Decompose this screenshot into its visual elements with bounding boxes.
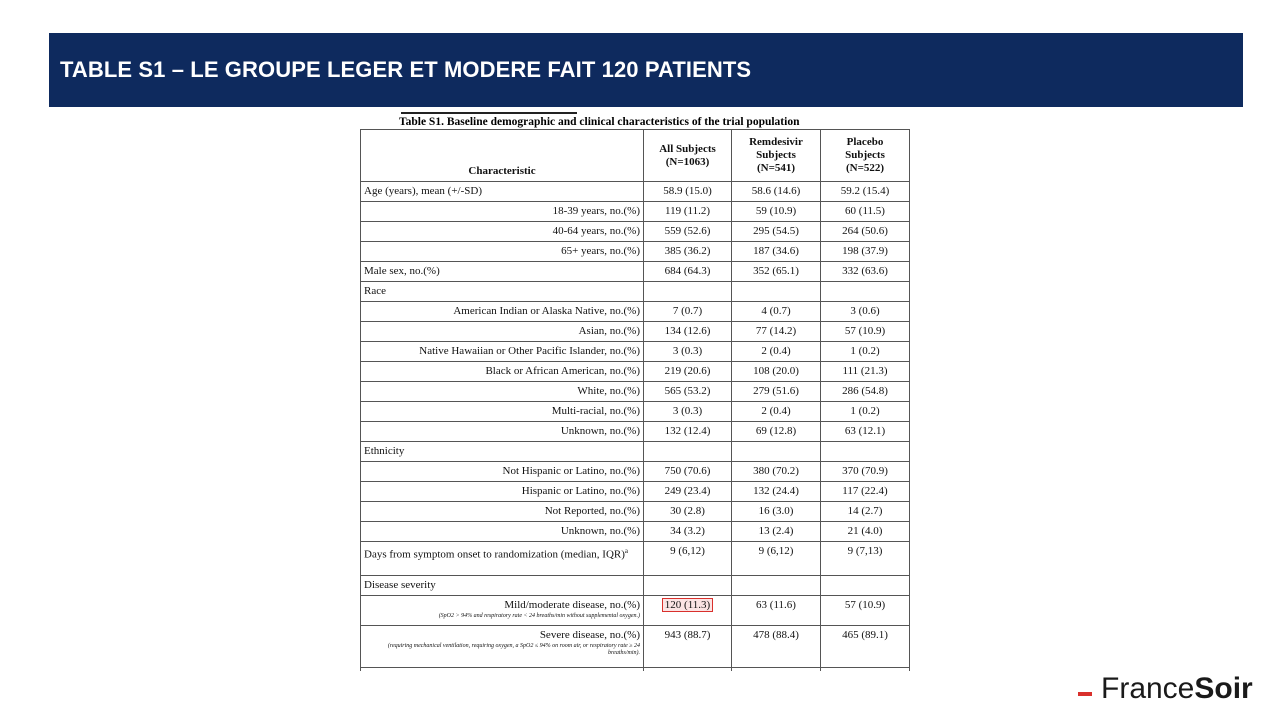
cell-remdesivir: 352 (65.1) bbox=[732, 262, 821, 282]
header-rem-line3: (N=541) bbox=[756, 162, 796, 174]
cell-remdesivir: 132 (24.4) bbox=[732, 482, 821, 502]
cell-empty bbox=[361, 668, 644, 672]
table-row bbox=[361, 422, 910, 442]
cell-all: 943 (88.7) bbox=[644, 626, 732, 668]
cell-placebo: 21 (4.0) bbox=[821, 522, 910, 542]
cell-placebo: 465 (89.1) bbox=[821, 626, 910, 668]
cell-remdesivir: 2 (0.4) bbox=[732, 342, 821, 362]
cell-remdesivir: 13 (2.4) bbox=[732, 522, 821, 542]
row-label: Age (years), mean (+/-SD) bbox=[361, 182, 644, 202]
table-row bbox=[361, 322, 910, 342]
cell-empty bbox=[644, 442, 732, 462]
row-label: Multi-racial, no.(%) bbox=[361, 402, 644, 422]
table-row bbox=[361, 522, 910, 542]
table-row bbox=[361, 502, 910, 522]
table-cutoff-row bbox=[361, 668, 910, 672]
cell-remdesivir: 380 (70.2) bbox=[732, 462, 821, 482]
cell-empty bbox=[821, 576, 910, 596]
row-note: (SpO2 > 94% and respiratory rate < 24 breaths/min without supplemental oxygen.) bbox=[438, 613, 640, 619]
table-row bbox=[361, 182, 910, 202]
row-label: 40-64 years, no.(%) bbox=[361, 222, 644, 242]
cell-empty bbox=[732, 576, 821, 596]
cell-all: 559 (52.6) bbox=[644, 222, 732, 242]
row-label: Native Hawaiian or Other Pacific Islander, no.(%) bbox=[361, 342, 644, 362]
cell-placebo: 111 (21.3) bbox=[821, 362, 910, 382]
row-label: Not Hispanic or Latino, no.(%) bbox=[361, 462, 644, 482]
cell-placebo: 57 (10.9) bbox=[821, 596, 910, 626]
cell-all: 385 (36.2) bbox=[644, 242, 732, 262]
header-rem-line2: Subjects bbox=[756, 149, 796, 161]
section-row-race bbox=[361, 282, 910, 302]
cell-all: 249 (23.4) bbox=[644, 482, 732, 502]
cell-remdesivir: 2 (0.4) bbox=[732, 402, 821, 422]
row-label: Hispanic or Latino, no.(%) bbox=[361, 482, 644, 502]
table-row bbox=[361, 202, 910, 222]
slide-title: TABLE S1 – LE GROUPE LEGER ET MODERE FAIT 120 PATIENTS bbox=[60, 57, 752, 82]
header-pla-line3: (N=522) bbox=[845, 162, 885, 174]
cell-placebo: 57 (10.9) bbox=[821, 322, 910, 342]
table-row-mild-moderate bbox=[361, 596, 910, 626]
cell-placebo: 264 (50.6) bbox=[821, 222, 910, 242]
cell-remdesivir: 4 (0.7) bbox=[732, 302, 821, 322]
cell-placebo: 286 (54.8) bbox=[821, 382, 910, 402]
cell-empty bbox=[644, 668, 732, 672]
cell-placebo: 332 (63.6) bbox=[821, 262, 910, 282]
cell-placebo: 60 (11.5) bbox=[821, 202, 910, 222]
header-remdesivir bbox=[732, 130, 821, 182]
header-all-subjects bbox=[644, 130, 732, 182]
logo-text-soir: Soir bbox=[1194, 672, 1253, 705]
header-pla-line2: Subjects bbox=[845, 149, 885, 161]
row-label: Male sex, no.(%) bbox=[361, 262, 644, 282]
header-pla-line1: Placebo bbox=[846, 136, 884, 148]
header-characteristic: Characteristic bbox=[361, 130, 644, 182]
table-row bbox=[361, 342, 910, 362]
cell-all: 219 (20.6) bbox=[644, 362, 732, 382]
cell-remdesivir: 58.6 (14.6) bbox=[732, 182, 821, 202]
cell-placebo: 3 (0.6) bbox=[821, 302, 910, 322]
header-all-line2: (N=1063) bbox=[665, 155, 710, 168]
cell-all: 132 (12.4) bbox=[644, 422, 732, 442]
row-label-text: Days from symptom onset to randomization (median, IQR) bbox=[364, 548, 625, 561]
row-note: (requiring mechanical ventilation, requiring oxygen, a SpO2 ≤ 94% on room air, or respiratory rate ≥ 24 breaths/min). bbox=[387, 643, 640, 656]
table-row bbox=[361, 262, 910, 282]
cell-empty bbox=[732, 282, 821, 302]
table-row bbox=[361, 402, 910, 422]
cell-remdesivir: 59 (10.9) bbox=[732, 202, 821, 222]
row-label: American Indian or Alaska Native, no.(%) bbox=[361, 302, 644, 322]
cell-remdesivir: 9 (6,12) bbox=[732, 542, 821, 576]
row-label-text: Mild/moderate disease, no.(%) bbox=[504, 599, 640, 611]
row-label: White, no.(%) bbox=[361, 382, 644, 402]
baseline-table bbox=[360, 129, 910, 671]
cell-empty bbox=[732, 668, 821, 672]
logo-dash-icon bbox=[1078, 692, 1092, 696]
cell-all: 565 (53.2) bbox=[644, 382, 732, 402]
cell-placebo: 370 (70.9) bbox=[821, 462, 910, 482]
row-label: 18-39 years, no.(%) bbox=[361, 202, 644, 222]
cell-remdesivir: 63 (11.6) bbox=[732, 596, 821, 626]
cell-empty bbox=[821, 668, 910, 672]
table-row bbox=[361, 222, 910, 242]
cell-remdesivir: 16 (3.0) bbox=[732, 502, 821, 522]
francesoir-logo bbox=[1078, 672, 1253, 712]
cell-placebo: 198 (37.9) bbox=[821, 242, 910, 262]
header-rem-line1: Remdesivir bbox=[749, 136, 803, 148]
cell-remdesivir: 279 (51.6) bbox=[732, 382, 821, 402]
table-row bbox=[361, 382, 910, 402]
cell-empty bbox=[732, 442, 821, 462]
section-row-disease-severity bbox=[361, 576, 910, 596]
cell-placebo: 59.2 (15.4) bbox=[821, 182, 910, 202]
table-row bbox=[361, 542, 910, 576]
cell-placebo: 9 (7,13) bbox=[821, 542, 910, 576]
cell-placebo: 14 (2.7) bbox=[821, 502, 910, 522]
cell-remdesivir: 77 (14.2) bbox=[732, 322, 821, 342]
row-label: Ethnicity bbox=[361, 442, 644, 462]
row-label: Unknown, no.(%) bbox=[361, 522, 644, 542]
table-row bbox=[361, 462, 910, 482]
row-label bbox=[361, 626, 644, 668]
cell-placebo: 1 (0.2) bbox=[821, 342, 910, 362]
row-label: Unknown, no.(%) bbox=[361, 422, 644, 442]
table-row bbox=[361, 302, 910, 322]
row-label: Black or African American, no.(%) bbox=[361, 362, 644, 382]
cell-remdesivir: 295 (54.5) bbox=[732, 222, 821, 242]
row-label bbox=[361, 596, 644, 626]
cell-all: 9 (6,12) bbox=[644, 542, 732, 576]
cell-all: 134 (12.6) bbox=[644, 322, 732, 342]
cell-remdesivir: 108 (20.0) bbox=[732, 362, 821, 382]
row-label: Asian, no.(%) bbox=[361, 322, 644, 342]
table-row bbox=[361, 362, 910, 382]
cell-placebo: 117 (22.4) bbox=[821, 482, 910, 502]
cell-empty bbox=[644, 282, 732, 302]
cell-all: 30 (2.8) bbox=[644, 502, 732, 522]
cell-empty bbox=[821, 282, 910, 302]
table-row-severe bbox=[361, 626, 910, 668]
header-placebo bbox=[821, 130, 910, 182]
row-label bbox=[361, 542, 644, 576]
row-label-text: Severe disease, no.(%) bbox=[539, 629, 640, 641]
cell-all: 119 (11.2) bbox=[644, 202, 732, 222]
cell-empty bbox=[644, 576, 732, 596]
cell-all: 750 (70.6) bbox=[644, 462, 732, 482]
cell-remdesivir: 187 (34.6) bbox=[732, 242, 821, 262]
cell-all: 7 (0.7) bbox=[644, 302, 732, 322]
row-label: Disease severity bbox=[361, 576, 644, 596]
cell-all: 3 (0.3) bbox=[644, 402, 732, 422]
highlighted-value: 120 (11.3) bbox=[662, 598, 713, 612]
cell-all: 34 (3.2) bbox=[644, 522, 732, 542]
cell-all: 58.9 (15.0) bbox=[644, 182, 732, 202]
footnote-marker: a bbox=[624, 547, 629, 555]
cell-placebo: 1 (0.2) bbox=[821, 402, 910, 422]
table-row bbox=[361, 242, 910, 262]
cell-placebo: 63 (12.1) bbox=[821, 422, 910, 442]
cell-remdesivir: 478 (88.4) bbox=[732, 626, 821, 668]
cell-all: 684 (64.3) bbox=[644, 262, 732, 282]
table-row bbox=[361, 482, 910, 502]
cell-all bbox=[644, 596, 732, 626]
logo-text-france: France bbox=[1101, 672, 1195, 705]
header-all-line1: All Subjects bbox=[659, 142, 716, 155]
cell-remdesivir: 69 (12.8) bbox=[732, 422, 821, 442]
table-caption: Table S1. Baseline demographic and clinical characteristics of the trial population bbox=[399, 116, 800, 128]
top-rule bbox=[401, 112, 577, 114]
cell-empty bbox=[821, 442, 910, 462]
cell-all: 3 (0.3) bbox=[644, 342, 732, 362]
title-banner bbox=[49, 33, 1243, 107]
row-label: 65+ years, no.(%) bbox=[361, 242, 644, 262]
section-row-ethnicity bbox=[361, 442, 910, 462]
row-label: Race bbox=[361, 282, 644, 302]
row-label: Not Reported, no.(%) bbox=[361, 502, 644, 522]
